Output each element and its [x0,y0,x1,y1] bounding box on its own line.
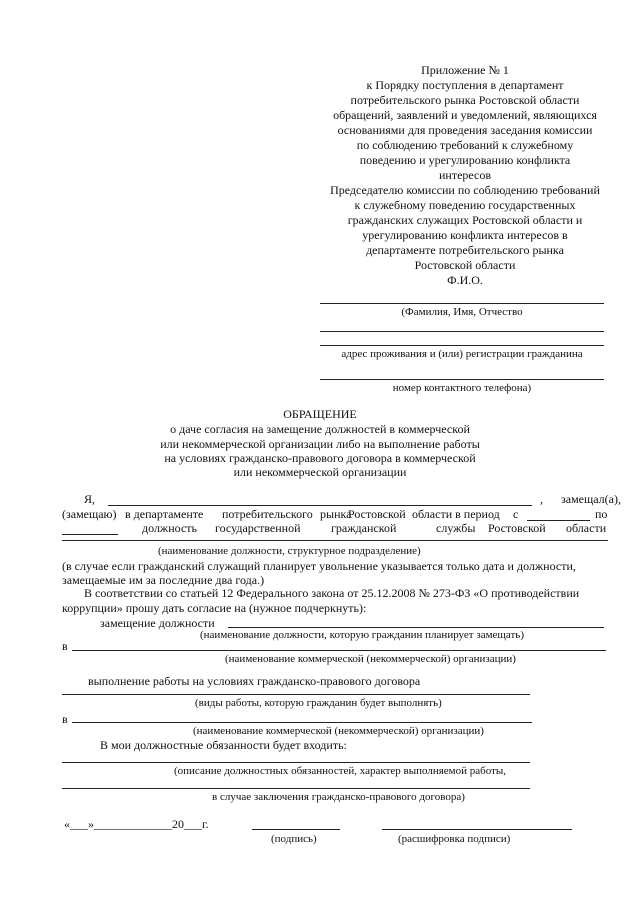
duties-caption-1: (описание должностных обязанностей, характер выполняемой работы, [174,765,507,777]
occupy-option[interactable]: замещение должности [100,616,215,630]
org-caption-2: (наименование коммерческой (некоммерческой) организации) [193,725,484,737]
signature-decode-line[interactable] [382,829,572,830]
work-option[interactable]: выполнение работы на условиях гражданско-правового договора [88,674,421,688]
s-text: с [513,507,519,521]
address-field-line-1[interactable] [320,331,604,332]
appendix-line: к Порядку поступления в департамент [366,78,564,92]
position-field-line[interactable] [62,540,608,541]
appendix-line: потребительского рынка Ростовской области [350,93,580,107]
appendix-line: интересов [438,168,492,182]
po-text: по [595,507,608,521]
addressee-line: гражданских служащих Ростовской области и [347,213,583,227]
occupy-position-line[interactable] [228,627,604,628]
work-field-line[interactable] [62,694,530,695]
note-line: замещаемые им за последние два года.) [62,573,265,587]
signature-line[interactable] [252,829,340,830]
title-line: или некоммерческой организации либо на выполнение работы [160,437,480,451]
address-caption: адрес проживания и (или) регистрации гражданина [341,348,583,360]
zameshchal-label: замещал(а), [561,492,621,506]
addressee-line: департаменте потребительского рынка [366,243,564,257]
duties-field-line-1[interactable] [62,762,530,763]
title-line: о даче согласия на замещение должностей в коммерческой [170,422,470,436]
address-field-line-2[interactable] [320,345,604,346]
addressee-line: Ф.И.О. [447,273,483,287]
v-label-2: в [62,712,68,726]
period-text: области в период [412,507,500,521]
rostovskoy-text: Ростовской [488,521,546,535]
phone-field-line[interactable] [320,379,604,380]
appendix-line: обращений, заявлений и уведомлений, являющихся [333,108,597,122]
position-caption: (наименование должности, структурное подразделение) [158,545,421,557]
addressee-line: Ростовской области [414,258,516,272]
zameshchayu-label: (замещаю) [62,507,117,521]
org-caption-1: (наименование коммерческой (некоммерческой) организации) [225,653,516,665]
name-field-line[interactable] [108,505,532,506]
appendix-line: по соблюдению требований к служебному [356,138,574,152]
in-dept-text: в департаменте [125,507,204,521]
period-to-line[interactable] [62,534,118,535]
duties-caption-2: в случае заключения гражданско-правового договора) [212,791,465,803]
duties-label: В мои должностные обязанности будет входить: [100,738,347,752]
addressee-line: Председателю комиссии по соблюдению требований [330,183,600,197]
document-heading: ОБРАЩЕНИЕ [283,407,357,421]
rynka-text: рынка [320,507,352,521]
occupy-caption: (наименование должности, которую гражданин планирует замещать) [200,629,524,641]
date-field[interactable]: «___»_____________20___г. [64,817,209,831]
law-line: В соответствии со статьей 12 Федерального закона от 25.12.2008 № 273-ФЗ «О противодействии [84,586,580,600]
addressee-line: урегулированию конфликта интересов в [362,228,568,242]
org-field-line-2[interactable] [72,722,532,723]
duties-field-line-2[interactable] [62,788,530,789]
appendix-line: основаниями для проведения заседания комиссии [337,123,593,137]
potreb-text: потребительского [222,507,313,521]
grazhd-text: гражданской [331,521,397,535]
appendix-line: Приложение № 1 [421,63,509,77]
note-line: (в случае если гражданский служащий планирует увольнение указывается только дата и должности, [62,559,576,573]
title-line: на условиях гражданско-правового договора в коммерческой [164,451,476,465]
ya-label: Я, [84,492,96,506]
decode-caption: (расшифровка подписи) [398,833,511,845]
work-caption: (виды работы, которую гражданин будет выполнять) [195,697,442,709]
comma-text: , [540,492,543,506]
phone-caption: номер контактного телефона) [392,382,532,394]
fio-field-line[interactable] [320,303,604,304]
gosud-text: государственной [215,521,301,535]
sluzhby-text: службы [436,521,476,535]
oblasti-text: области [566,521,607,535]
addressee-line: к служебному поведению государственных [354,198,576,212]
appendix-line: поведению и урегулированию конфликта [359,153,571,167]
dolzhnost-text: должность [142,521,197,535]
rostov-text: Ростовской [348,507,406,521]
signature-caption: (подпись) [271,833,317,845]
law-line: коррупции» прошу дать согласие на (нужное подчеркнуть): [62,601,367,615]
fio-caption: (Фамилия, Имя, Отчество [401,306,523,318]
org-field-line-1[interactable] [72,650,606,651]
title-line: или некоммерческой организации [233,465,407,479]
v-label: в [62,639,68,653]
